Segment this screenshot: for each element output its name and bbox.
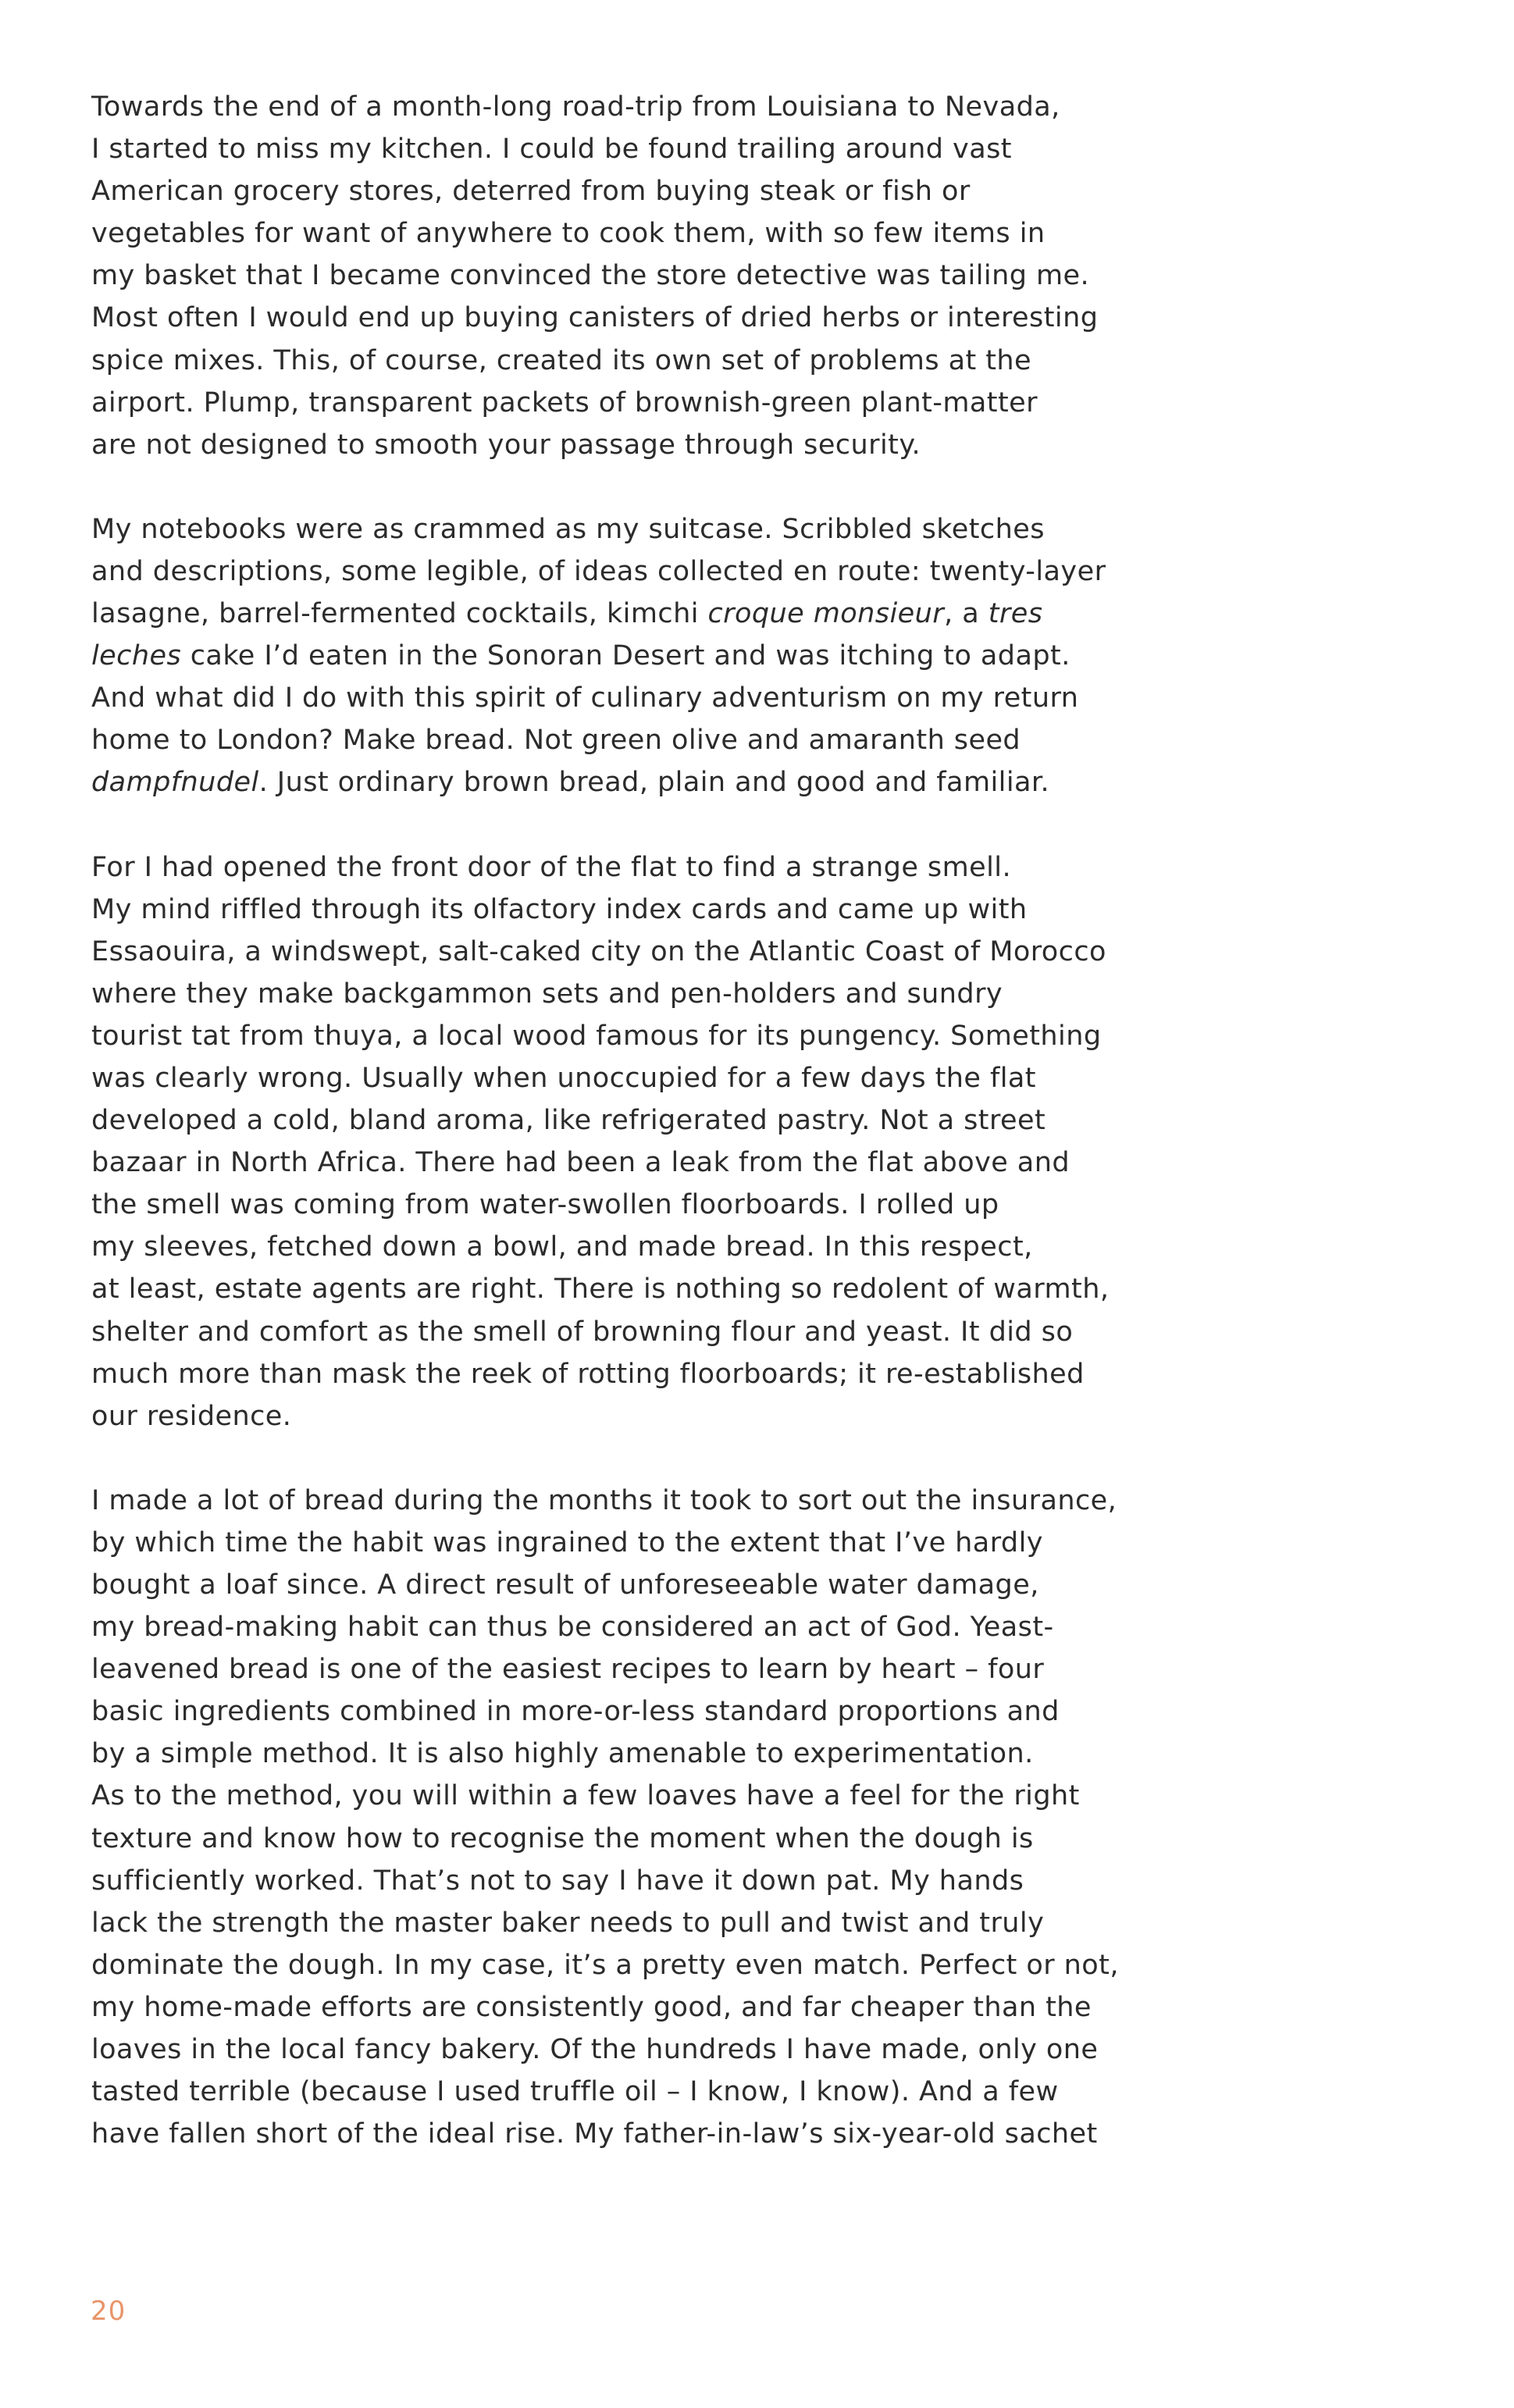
italic-text: leches bbox=[91, 640, 182, 672]
text-run: airport. Plump, transparent packets of brownish-green plant-matter bbox=[91, 386, 1038, 419]
text-run: Towards the end of a month-long road-trip from Louisiana to Nevada, bbox=[91, 91, 1060, 123]
body-text bbox=[91, 86, 1200, 2197]
text-line bbox=[91, 1733, 1200, 1775]
text-run: shelter and comfort as the smell of browning flour and yeast. It did so bbox=[91, 1316, 1074, 1348]
text-run: at least, estate agents are right. There is nothing so redolent of warmth, bbox=[91, 1273, 1110, 1306]
text-line bbox=[91, 1775, 1200, 1817]
text-line bbox=[91, 1606, 1200, 1648]
text-line bbox=[91, 382, 1200, 424]
text-run: where they make backgammon sets and pen-holders and sundry bbox=[91, 978, 1003, 1010]
text-line bbox=[91, 1480, 1200, 1522]
text-line bbox=[91, 1648, 1200, 1690]
text-run: my home-made efforts are consistently good, and far cheaper than the bbox=[91, 1991, 1092, 2023]
text-line bbox=[91, 1184, 1200, 1226]
text-run: by which time the habit was ingrained to the extent that I’ve hardly bbox=[91, 1526, 1043, 1558]
text-run: my bread-making habit can thus be considered an act of God. Yeast- bbox=[91, 1612, 1054, 1644]
text-run: developed a cold, bland aroma, like refrigerated pastry. Not a street bbox=[91, 1105, 1046, 1137]
text-line bbox=[91, 2071, 1200, 2113]
text-run: bought a loaf since. A direct result of unforeseeable water damage, bbox=[91, 1569, 1039, 1601]
text-line bbox=[91, 1564, 1200, 1606]
text-line bbox=[91, 1395, 1200, 1437]
text-line bbox=[91, 86, 1200, 128]
text-line bbox=[91, 255, 1200, 297]
text-line bbox=[91, 889, 1200, 931]
italic-text: croque monsieur bbox=[707, 598, 945, 630]
text-run: , a bbox=[944, 598, 989, 630]
text-line bbox=[91, 1142, 1200, 1184]
text-run: much more than mask the reek of rotting floorboards; it re-established bbox=[91, 1358, 1085, 1390]
text-run: my sleeves, fetched down a bowl, and made bread. In this respect, bbox=[91, 1231, 1033, 1263]
page-number: 20 bbox=[91, 2296, 126, 2327]
text-run: my basket that I became convinced the store detective was tailing me. bbox=[91, 260, 1090, 292]
text-run: tasted terrible (because I used truffle oil – I know, I know). And a few bbox=[91, 2076, 1059, 2108]
text-run: My mind riffled through its olfactory index cards and came up with bbox=[91, 893, 1028, 925]
text-run: For I had opened the front door of the flat to find a strange smell. bbox=[91, 851, 1012, 883]
text-line bbox=[91, 1015, 1200, 1057]
text-run: I made a lot of bread during the months it took to sort out the insurance, bbox=[91, 1484, 1117, 1516]
italic-text: tres bbox=[988, 598, 1043, 630]
text-run: dominate the dough. In my case, it’s a pretty even match. Perfect or not, bbox=[91, 1949, 1119, 1981]
text-line bbox=[91, 973, 1200, 1015]
text-line bbox=[91, 677, 1200, 719]
text-line bbox=[91, 1353, 1200, 1395]
text-run: by a simple method. It is also highly amenable to experimentation. bbox=[91, 1738, 1034, 1770]
text-run: lack the strength the master baker needs to pull and twist and truly bbox=[91, 1907, 1045, 1939]
text-line bbox=[91, 761, 1200, 803]
text-run: . Just ordinary brown bread, plain and good and familiar. bbox=[258, 767, 1050, 799]
text-line bbox=[91, 635, 1200, 677]
text-run: leavened bread is one of the easiest recipes to learn by heart – four bbox=[91, 1654, 1045, 1686]
text-run: As to the method, you will within a few loaves have a feel for the right bbox=[91, 1780, 1080, 1812]
text-run: Most often I would end up buying canisters of dried herbs or interesting bbox=[91, 302, 1099, 334]
text-line bbox=[91, 1268, 1200, 1310]
text-run: lasagne, barrel-fermented cocktails, kimchi bbox=[91, 598, 708, 630]
paragraph bbox=[91, 508, 1200, 804]
text-run: American grocery stores, deterred from buying steak or fish or bbox=[91, 176, 971, 208]
text-run: I started to miss my kitchen. I could be found trailing around vast bbox=[91, 134, 1012, 166]
text-line bbox=[91, 1690, 1200, 1733]
text-line bbox=[91, 1818, 1200, 1860]
text-line bbox=[91, 1226, 1200, 1268]
text-run: tourist tat from thuya, a local wood famous for its pungency. Something bbox=[91, 1020, 1102, 1052]
text-run: our residence. bbox=[91, 1400, 292, 1432]
text-line bbox=[91, 2029, 1200, 2071]
text-run: bazaar in North Africa. There had been a leak from the flat above and bbox=[91, 1147, 1070, 1179]
italic-text: dampfnudel bbox=[91, 767, 259, 799]
text-line bbox=[91, 593, 1200, 635]
text-run: And what did I do with this spirit of culinary adventurism on my return bbox=[91, 682, 1079, 714]
paragraph bbox=[91, 1480, 1200, 2156]
text-line bbox=[91, 1311, 1200, 1353]
text-line bbox=[91, 1944, 1200, 1986]
text-line bbox=[91, 170, 1200, 212]
text-run: cake I’d eaten in the Sonoran Desert and was itching to adapt. bbox=[181, 640, 1070, 672]
text-line bbox=[91, 128, 1200, 170]
text-run: vegetables for want of anywhere to cook them, with so few items in bbox=[91, 218, 1046, 250]
text-line bbox=[91, 508, 1200, 550]
text-line bbox=[91, 212, 1200, 255]
text-run: are not designed to smooth your passage through security. bbox=[91, 429, 921, 461]
text-line bbox=[91, 1860, 1200, 1902]
text-line bbox=[91, 1057, 1200, 1099]
text-run: My notebooks were as crammed as my suitcase. Scribbled sketches bbox=[91, 513, 1045, 545]
paragraph bbox=[91, 86, 1200, 466]
paragraph bbox=[91, 846, 1200, 1437]
text-run: the smell was coming from water-swollen floorboards. I rolled up bbox=[91, 1189, 999, 1221]
text-run: texture and know how to recognise the moment when the dough is bbox=[91, 1822, 1034, 1854]
text-line bbox=[91, 719, 1200, 761]
text-run: have fallen short of the ideal rise. My father-in-law’s six-year-old sachet bbox=[91, 2118, 1098, 2150]
text-line bbox=[91, 1986, 1200, 2029]
text-run: Essaouira, a windswept, salt-caked city on the Atlantic Coast of Morocco bbox=[91, 935, 1106, 967]
text-line bbox=[91, 424, 1200, 466]
text-line bbox=[91, 1099, 1200, 1142]
text-run: was clearly wrong. Usually when unoccupied for a few days the flat bbox=[91, 1062, 1036, 1094]
text-line bbox=[91, 550, 1200, 593]
text-run: home to London? Make bread. Not green olive and amaranth seed bbox=[91, 725, 1021, 757]
text-run: spice mixes. This, of course, created its own set of problems at the bbox=[91, 344, 1032, 376]
text-line bbox=[91, 1522, 1200, 1564]
text-run: sufficiently worked. That’s not to say I have it down pat. My hands bbox=[91, 1865, 1024, 1897]
text-run: basic ingredients combined in more-or-less standard proportions and bbox=[91, 1696, 1060, 1728]
text-line bbox=[91, 931, 1200, 973]
text-line bbox=[91, 2113, 1200, 2155]
text-run: and descriptions, some legible, of ideas collected en route: twenty-layer bbox=[91, 555, 1106, 587]
text-run: loaves in the local fancy bakery. Of the hundreds I have made, only one bbox=[91, 2034, 1099, 2066]
text-line bbox=[91, 340, 1200, 382]
text-line bbox=[91, 297, 1200, 339]
text-line bbox=[91, 846, 1200, 889]
text-line bbox=[91, 1902, 1200, 1944]
